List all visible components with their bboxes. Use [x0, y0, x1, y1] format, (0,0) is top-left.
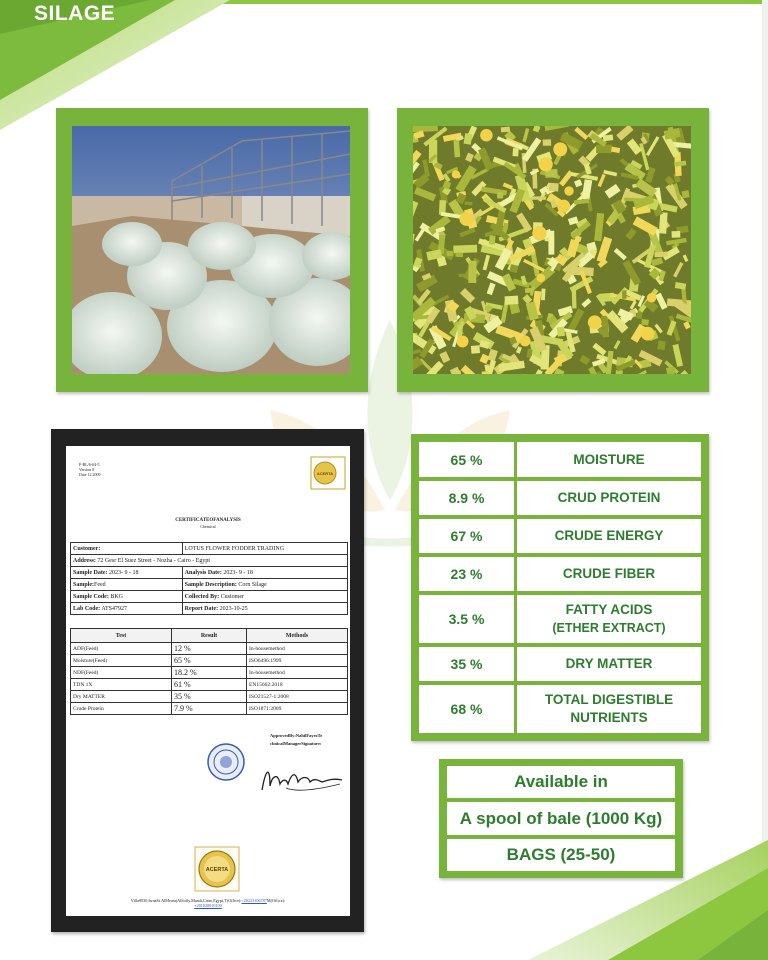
results-header-methods: Methods: [247, 629, 348, 643]
availability-option-bale: A spool of bale (1000 Kg): [447, 802, 675, 835]
results-row: [71, 679, 348, 691]
info-row: [71, 603, 348, 615]
info-value: ATS47927: [101, 605, 128, 612]
certificate-doc-code: [79, 462, 139, 477]
nutrient-row-moisture: [419, 442, 701, 477]
chopped-corn-silage-photo: [413, 126, 691, 374]
certificate-footer: [66, 898, 350, 908]
info-label: Customer:: [71, 543, 183, 555]
doc-code-line: F-BL/6-04-5: [79, 462, 100, 467]
acerta-logo-icon: [310, 456, 346, 490]
nutrient-row-energy: [419, 519, 701, 553]
result-method: EN15662:2018: [247, 679, 348, 691]
nutrient-label-cell: [517, 519, 701, 553]
nutrient-row-fiber: [419, 557, 701, 591]
results-row: [71, 643, 348, 655]
nutrient-row-protein: [419, 481, 701, 515]
footer-mobile-label: M(Office):: [266, 898, 286, 903]
info-label: Analysis Date:: [184, 569, 222, 576]
lab-stamp-icon: [206, 742, 246, 782]
approved-line: chnicalManagerSignature:: [270, 741, 322, 746]
info-cell: [182, 567, 347, 579]
results-header-result: Result: [172, 629, 247, 643]
result-value: 65 %: [172, 655, 247, 667]
info-label: Sample:: [73, 581, 94, 588]
result-value: 18.2 %: [172, 667, 247, 679]
nutrient-label: CRUDE FIBER: [562, 566, 656, 581]
nutrient-label-cell: [517, 442, 701, 477]
result-test: Crude Protein: [71, 703, 172, 715]
availability-heading: Available in: [447, 766, 675, 798]
nutrient-label: TOTAL DIGESTIBLE: [544, 692, 674, 707]
result-value: 35 %: [172, 691, 247, 703]
nutrient-label-cell: [517, 685, 701, 733]
info-value: 2023- 9 - 18: [109, 569, 139, 576]
certificate-of-analysis: [66, 446, 350, 916]
footer-phone-link[interactable]: +20223106787: [241, 898, 267, 903]
info-value: LOTUS FLOWER FODDER TRADING: [182, 543, 347, 555]
certificate-approved-by: [270, 732, 350, 748]
nutrient-label-cell: [517, 595, 701, 643]
info-cell: [71, 579, 183, 591]
nutrient-sublabel: (ETHER EXTRACT): [552, 621, 666, 635]
result-value: 12 %: [172, 643, 247, 655]
nutrient-value: 65 %: [450, 451, 483, 468]
nutrient-row-dry-matter: [419, 647, 701, 681]
info-label: Lab Code:: [73, 605, 101, 612]
nutrient-value: 3.5 %: [448, 611, 485, 627]
availability-option-bags: BAGS (25-50): [447, 839, 675, 871]
nutrient-label-cell: [517, 481, 701, 515]
info-value: Corn Silage: [238, 581, 267, 588]
approved-line: ApprovedBy:NabilFayezTe: [270, 733, 323, 738]
result-test: ADF(Feed): [71, 643, 172, 655]
result-method: In-housemethod: [247, 667, 348, 679]
nutrient-value: 35 %: [450, 656, 483, 672]
info-cell: [182, 603, 347, 615]
info-row: [71, 579, 348, 591]
results-header-test: Test: [71, 629, 172, 643]
doc-code-line: Version 8: [79, 467, 95, 472]
info-label: Sample Date:: [73, 569, 108, 576]
info-cell: [71, 603, 183, 615]
photo-frame-bales: [56, 108, 368, 392]
nutrient-table: [411, 434, 709, 741]
nutrient-value: 8.9 %: [448, 490, 485, 506]
info-label: Collected By:: [184, 593, 220, 600]
info-row-customer: [71, 543, 348, 555]
result-method: ISO1871:2009: [247, 703, 348, 715]
info-value: BKG: [110, 593, 124, 600]
certificate-results-table: [70, 628, 348, 715]
nutrient-row-tdn: [419, 685, 701, 733]
result-test: Moisture(Feed): [71, 655, 172, 667]
handwritten-signature: [256, 758, 346, 798]
result-test: Dry MATTER: [71, 691, 172, 703]
right-edge-strip: [762, 0, 768, 960]
result-value: 61 %: [172, 679, 247, 691]
info-label: Address:: [73, 557, 96, 564]
nutrient-value: 67 %: [450, 528, 483, 544]
info-label: Report Date:: [184, 605, 219, 612]
nutrient-value: 68 %: [450, 701, 483, 717]
info-address-cell: [71, 555, 348, 567]
result-test: NDF(Feed): [71, 667, 172, 679]
wrapped-silage-bales-photo: [72, 126, 350, 374]
nutrient-label: CRUDE ENERGY: [554, 528, 664, 543]
info-row: [71, 591, 348, 603]
info-cell: [71, 567, 183, 579]
results-header-row: [71, 629, 348, 643]
footer-address: Villa9030,IsraaSt.AlMearajAlSofly,Maadi,Cairo,Egypt,T(Office):: [130, 898, 242, 903]
acerta-logo-text: ACERTA: [316, 471, 334, 476]
photo-frame-silage: [397, 108, 709, 392]
certificate-subtitle: Chemical: [200, 524, 216, 529]
info-value: Customer: [220, 593, 244, 600]
result-method: ISO21527-1:2008: [247, 691, 348, 703]
results-row: [71, 667, 348, 679]
info-value: 72 Gesr El Suez Street - Nozha - Cairo - Egypt: [97, 557, 211, 564]
nutrient-label: DRY MATTER: [565, 656, 653, 671]
info-cell: [182, 579, 347, 591]
certificate-title: CERTIFICATEOFANALYSIS: [175, 518, 241, 523]
acerta-badge-icon: [194, 846, 240, 892]
nutrient-label: NUTRIENTS: [570, 710, 648, 725]
page-title: SILAGE: [34, 2, 116, 25]
nutrient-value: 23 %: [450, 566, 483, 582]
info-cell: [182, 591, 347, 603]
info-row-address: [71, 555, 348, 567]
nutrient-label: FATTY ACIDS: [565, 602, 653, 617]
acerta-badge-text: ACERTA: [205, 867, 229, 873]
doc-code-line: Date 12.2009: [79, 472, 101, 477]
info-label: Sample Description:: [184, 581, 237, 588]
results-row: [71, 655, 348, 667]
info-value: Feed: [94, 581, 106, 588]
result-method: ISO6496:1999: [247, 655, 348, 667]
footer-corner-shape: [528, 840, 768, 960]
nutrient-row-fatty-acids: [419, 595, 701, 643]
nutrient-label-cell: [517, 647, 701, 681]
certificate-info-table: [70, 542, 348, 615]
info-cell: [71, 591, 183, 603]
results-row: [71, 703, 348, 715]
info-value: 2023- 9 - 18: [223, 569, 253, 576]
result-test: TDN 1X: [71, 679, 172, 691]
results-row: [71, 691, 348, 703]
certificate-frame: [51, 429, 364, 932]
result-value: 7.9 %: [172, 703, 247, 715]
info-value: 2023-10-25: [219, 605, 248, 612]
nutrient-label-cell: [517, 557, 701, 591]
nutrient-label: CRUD PROTEIN: [557, 490, 661, 505]
result-method: In-housemethod: [247, 643, 348, 655]
info-label: Sample Code:: [73, 593, 109, 600]
info-row: [71, 567, 348, 579]
footer-phone-link[interactable]: +201020010100: [194, 903, 222, 908]
nutrient-label: MOISTURE: [573, 451, 645, 467]
